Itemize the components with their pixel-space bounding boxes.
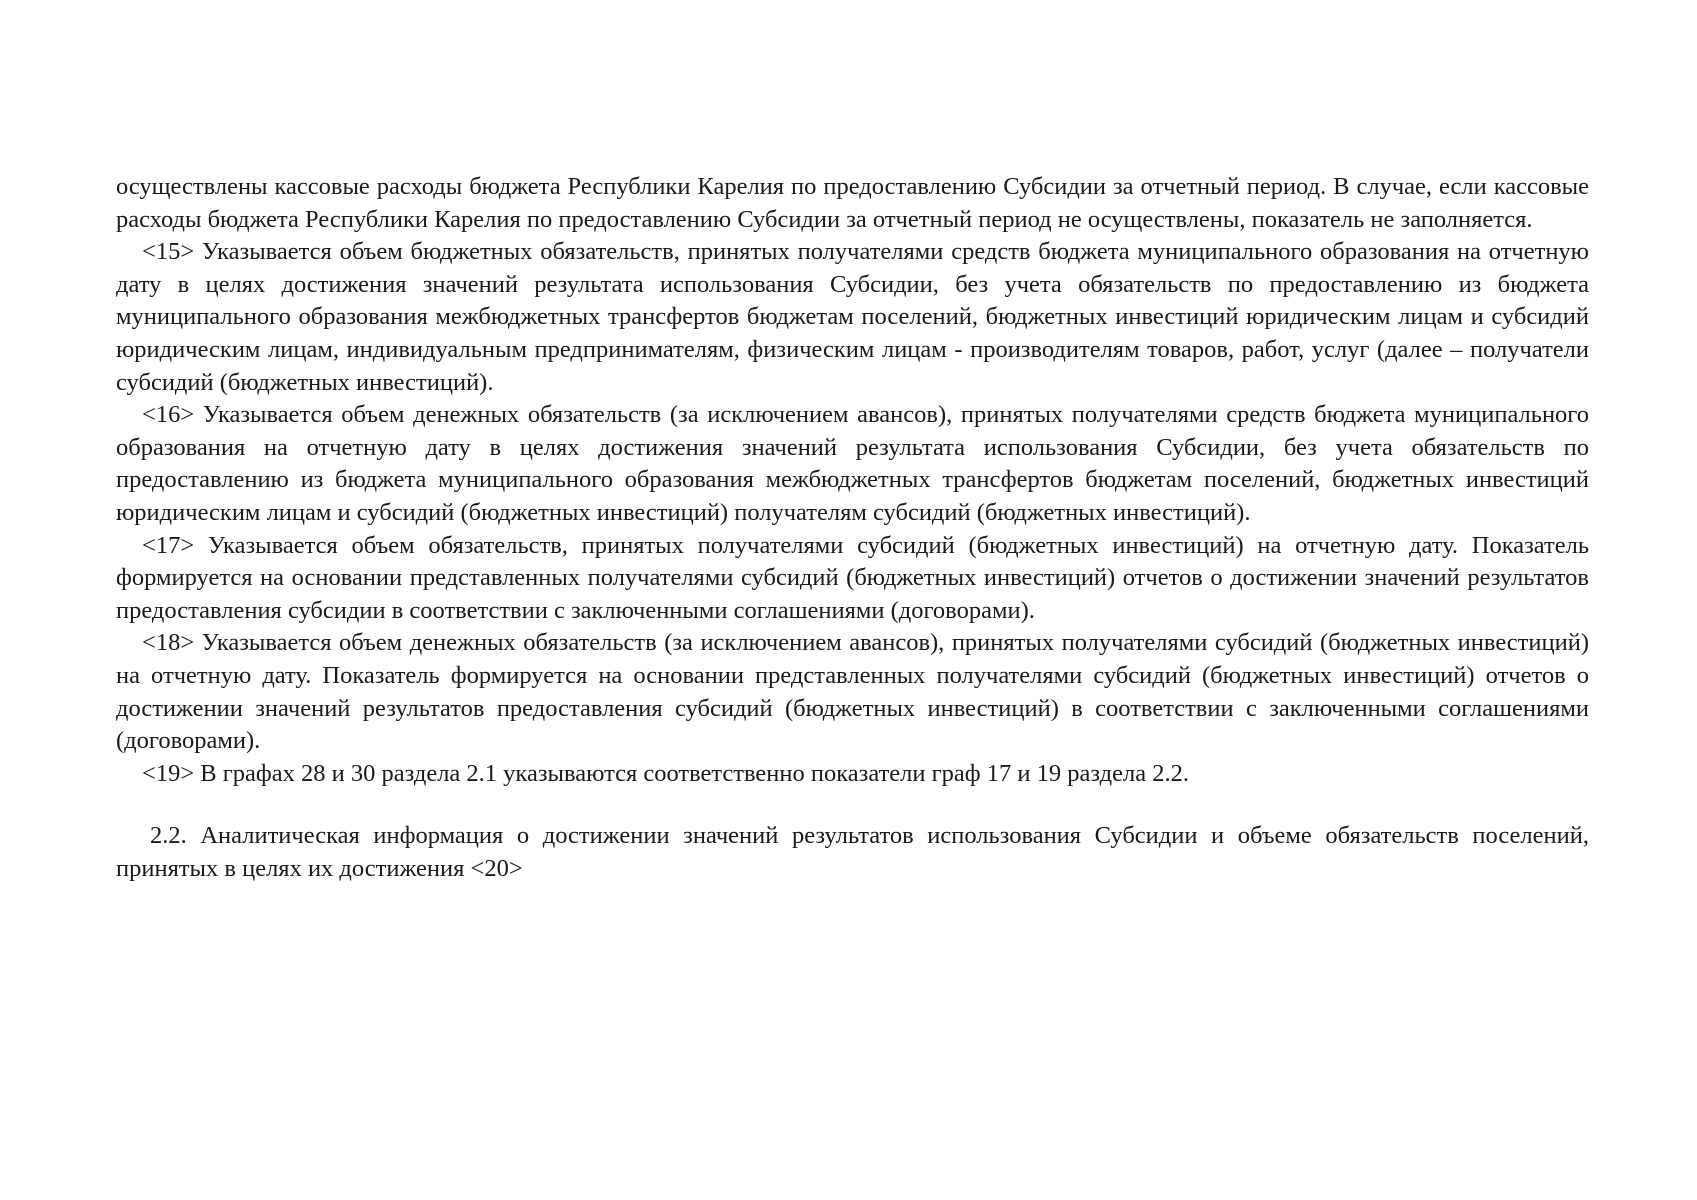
- document-page: [116, 171, 1589, 885]
- footnote-15: <15> Указывается объем бюджетных обязательств, принятых получателями средств бюджета муниципального образования на отчетную дату в целях достижения значений результата использования Субсидии, без учета обязательств по предоставлению из бюджета муниципального образования межбюджетных трансфертов бюджетам поселений, бюджетных инвестиций юридическим лицам и субсидий юридическим лицам, индивидуальным предпринимателям, физическим лицам - производителям товаров, работ, услуг (далее – получатели субсидий (бюджетных инвестиций).: [116, 238, 1589, 396]
- footnote-19: <19> В графах 28 и 30 раздела 2.1 указываются соответственно показатели граф 17 и 19 раздела 2.2.: [142, 759, 1189, 787]
- paragraph-continuation: осуществлены кассовые расходы бюджета Республики Карелия по предоставлению Субсидии за отчетный период. В случае, если кассовые расходы бюджета Республики Карелия по предоставлению Субсидии за отчетный период не осуществлены, показатель не заполняется.: [116, 173, 1589, 233]
- section-heading-2-2: 2.2. Аналитическая информация о достижении значений результатов использования Субсидии и объеме обязательств поселений, принятых в целях их достижения <20>: [116, 822, 1589, 882]
- footnote-18: <18> Указывается объем денежных обязательств (за исключением авансов), принятых получателями субсидий (бюджетных инвестиций) на отчетную дату. Показатель формируется на основании представленных получателями субсидий (бюджетных инвестиций) отчетов о достижении значений результатов предоставления субсидий (бюджетных инвестиций) в соответствии с заключенными соглашениями (договорами).: [116, 629, 1589, 755]
- footnote-16: <16> Указывается объем денежных обязательств (за исключением авансов), принятых получателями средств бюджета муниципального образования на отчетную дату в целях достижения значений результата использования Субсидии, без учета обязательств по предоставлению из бюджета муниципального образования межбюджетных трансфертов бюджетам поселений, бюджетных инвестиций юридическим лицам и субсидий (бюджетных инвестиций) получателям субсидий (бюджетных инвестиций).: [116, 401, 1589, 526]
- footnote-17: <17> Указывается объем обязательств, принятых получателями субсидий (бюджетных инвестиций) на отчетную дату. Показатель формируется на основании представленных получателями субсидий (бюджетных инвестиций) отчетов о достижении значений результатов предоставления субсидии в соответствии с заключенными соглашениями (договорами).: [116, 531, 1589, 624]
